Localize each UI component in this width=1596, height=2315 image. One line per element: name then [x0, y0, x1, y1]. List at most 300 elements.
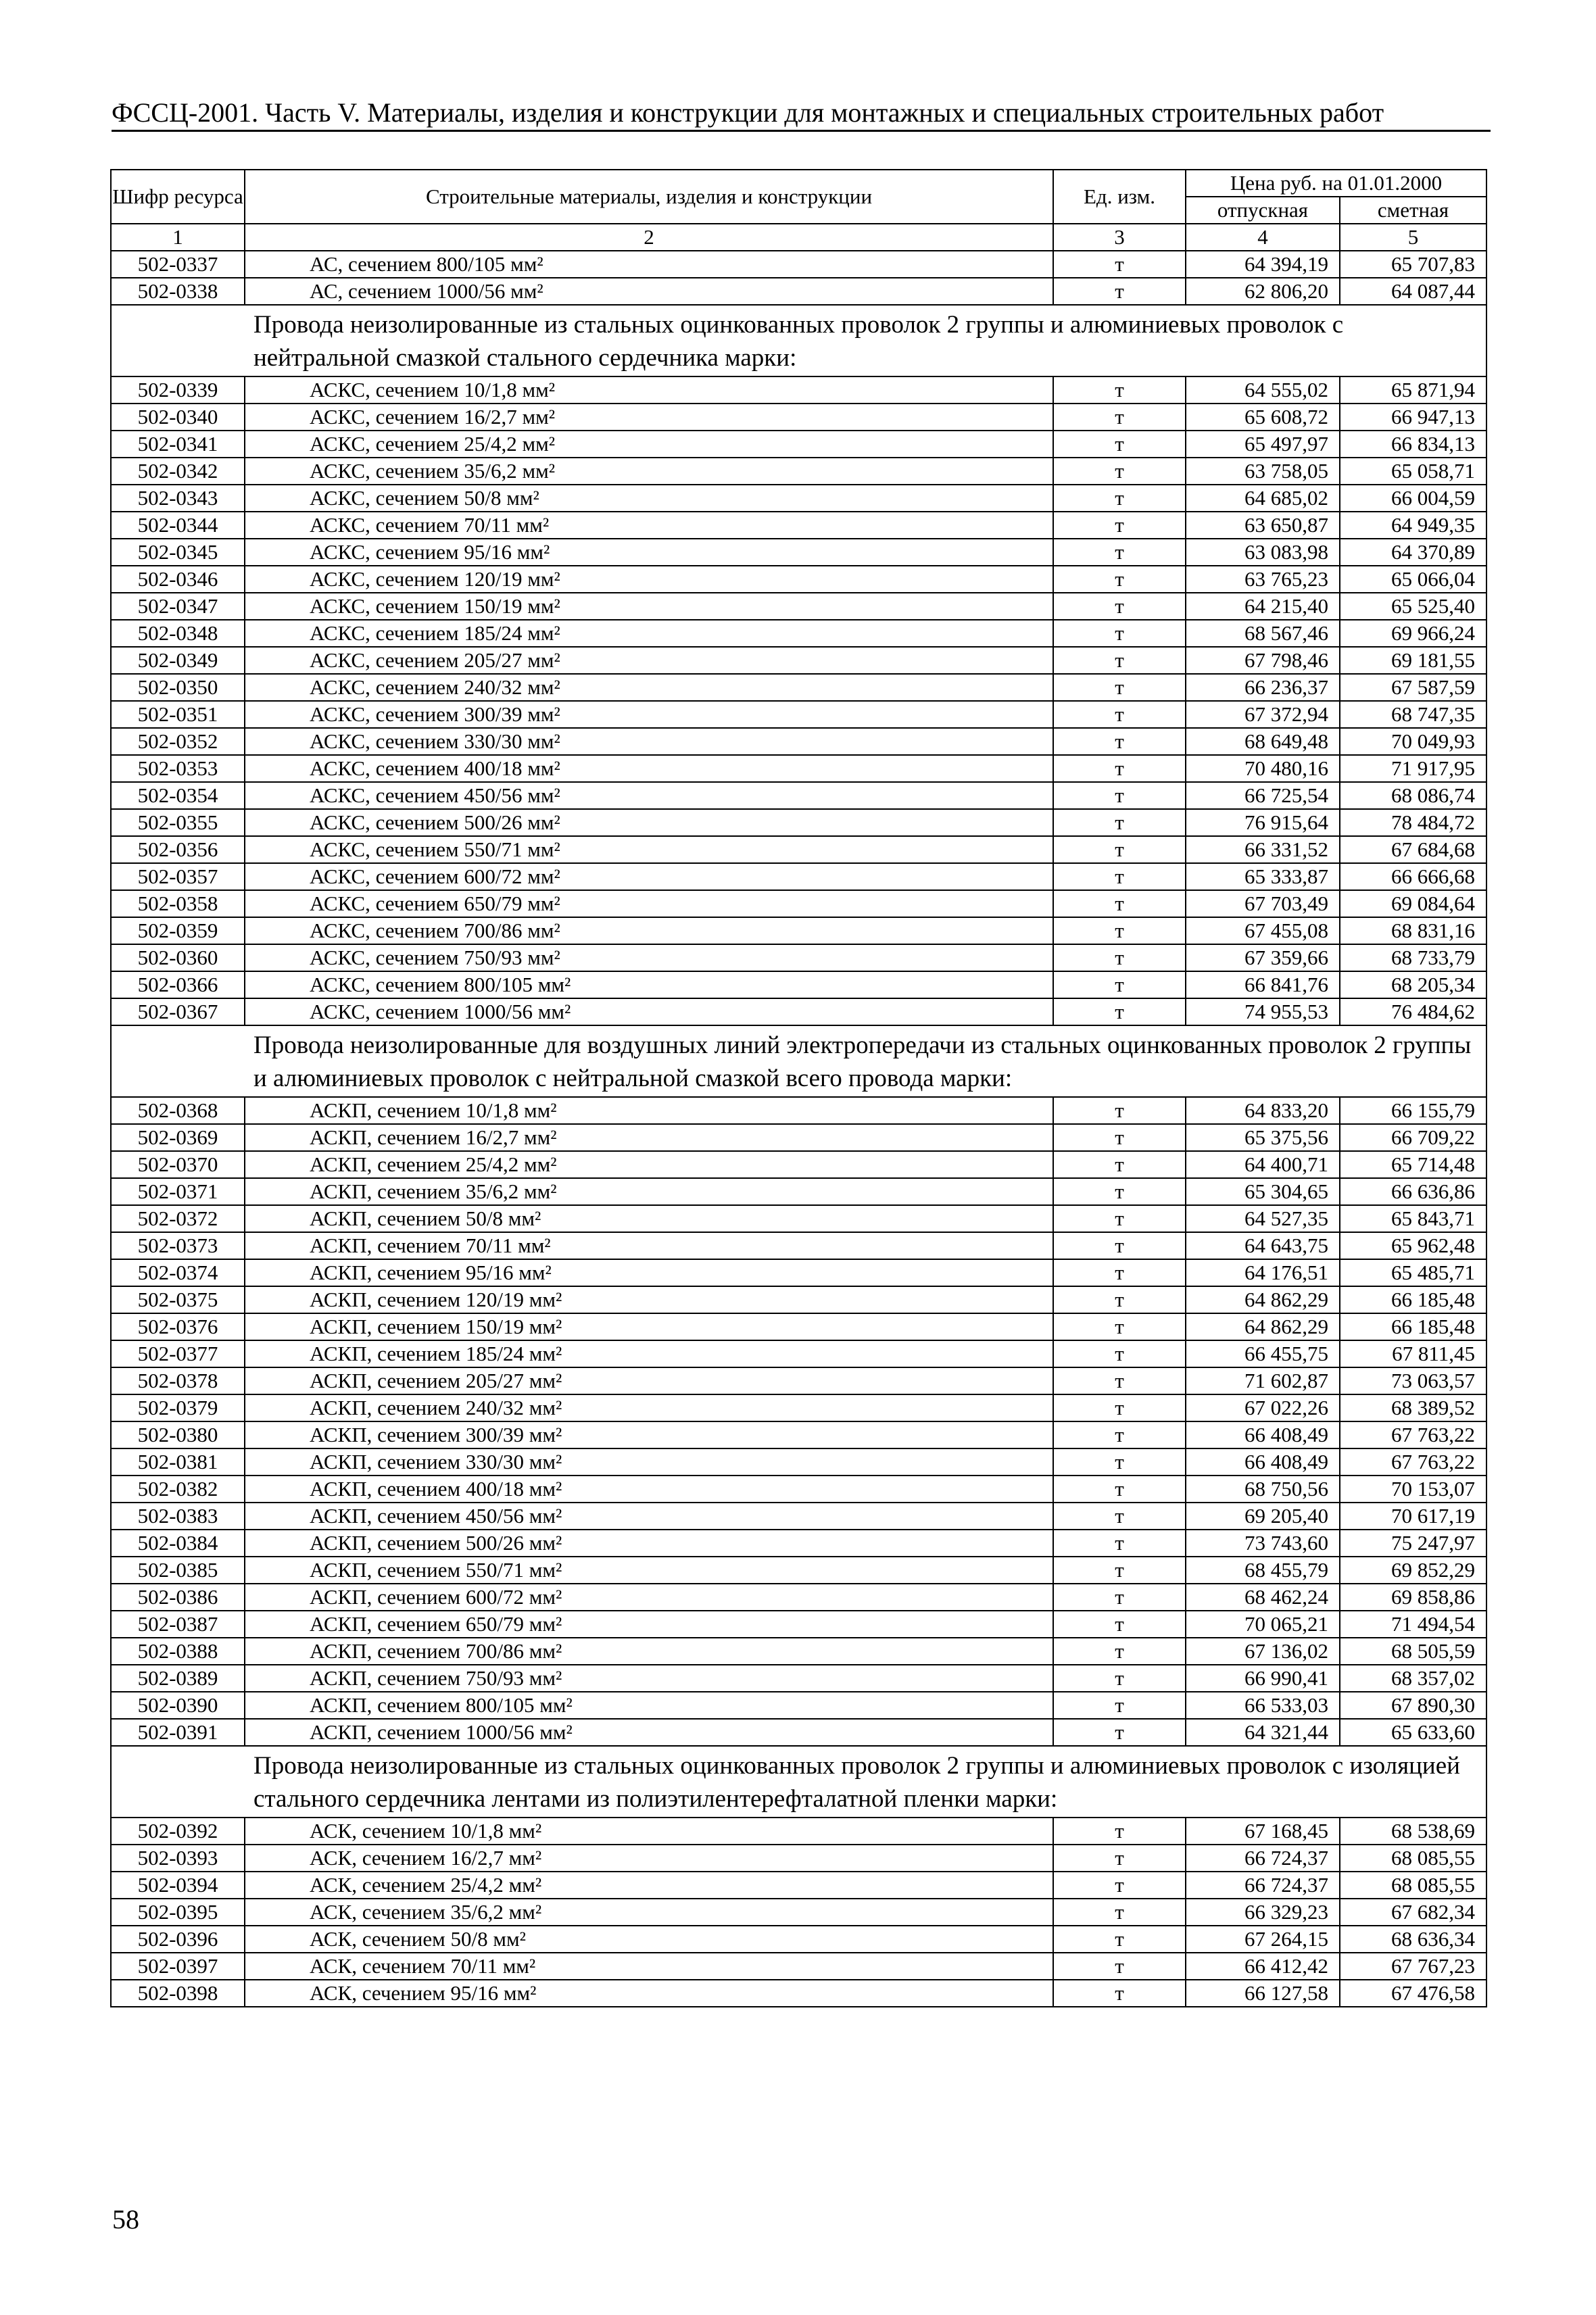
estimate-price: 65 525,40	[1340, 593, 1486, 620]
estimate-price: 69 966,24	[1340, 620, 1486, 647]
resource-code: 502-0375	[111, 1286, 245, 1313]
release-price: 66 724,37	[1186, 1872, 1340, 1899]
unit: т	[1053, 539, 1186, 566]
material-name: АСК, сечением 10/1,8 мм²	[245, 1818, 1053, 1845]
material-name: АСКС, сечением 1000/56 мм²	[245, 998, 1053, 1025]
material-name: АСКП, сечением 25/4,2 мм²	[245, 1151, 1053, 1178]
resource-code: 502-0351	[111, 701, 245, 728]
resource-code: 502-0385	[111, 1557, 245, 1584]
table-row	[111, 782, 1486, 809]
estimate-price: 66 004,59	[1340, 485, 1486, 512]
unit: т	[1053, 890, 1186, 917]
page-number: 58	[112, 2204, 139, 2235]
estimate-price: 67 890,30	[1340, 1692, 1486, 1719]
release-price: 64 685,02	[1186, 485, 1340, 512]
unit: т	[1053, 1340, 1186, 1367]
material-name: АСКП, сечением 330/30 мм²	[245, 1448, 1053, 1476]
estimate-price: 65 843,71	[1340, 1205, 1486, 1232]
material-name: АСКП, сечением 35/6,2 мм²	[245, 1178, 1053, 1205]
material-name: АСКС, сечением 35/6,2 мм²	[245, 458, 1053, 485]
unit: т	[1053, 1205, 1186, 1232]
estimate-price: 68 085,55	[1340, 1872, 1486, 1899]
unit: т	[1053, 1665, 1186, 1692]
release-price: 76 915,64	[1186, 809, 1340, 836]
column-number-row	[111, 224, 1486, 251]
material-name: АСКС, сечением 700/86 мм²	[245, 917, 1053, 944]
material-name: АСКП, сечением 185/24 мм²	[245, 1340, 1053, 1367]
header-code: Шифр ресурса	[111, 170, 245, 224]
unit: т	[1053, 566, 1186, 593]
unit: т	[1053, 998, 1186, 1025]
table-row	[111, 1584, 1486, 1611]
resource-code: 502-0342	[111, 458, 245, 485]
resource-code: 502-0357	[111, 863, 245, 890]
unit: т	[1053, 782, 1186, 809]
resource-code: 502-0380	[111, 1421, 245, 1448]
table-row	[111, 1665, 1486, 1692]
material-name: АСКП, сечением 700/86 мм²	[245, 1638, 1053, 1665]
estimate-price: 69 084,64	[1340, 890, 1486, 917]
release-price: 66 724,37	[1186, 1845, 1340, 1872]
material-name: АСКП, сечением 500/26 мм²	[245, 1530, 1053, 1557]
material-name: АС, сечением 1000/56 мм²	[245, 278, 1053, 305]
estimate-price: 67 767,23	[1340, 1953, 1486, 1980]
release-price: 63 758,05	[1186, 458, 1340, 485]
table-row	[111, 728, 1486, 755]
table-row	[111, 836, 1486, 863]
material-name: АСКС, сечением 205/27 мм²	[245, 647, 1053, 674]
resource-code: 502-0394	[111, 1872, 245, 1899]
unit: т	[1053, 1719, 1186, 1746]
material-name: АСКП, сечением 1000/56 мм²	[245, 1719, 1053, 1746]
material-name: АСК, сечением 50/8 мм²	[245, 1926, 1053, 1953]
unit: т	[1053, 1980, 1186, 2007]
resource-code: 502-0350	[111, 674, 245, 701]
material-name: АСКС, сечением 750/93 мм²	[245, 944, 1053, 971]
release-price: 66 236,37	[1186, 674, 1340, 701]
table-row	[111, 701, 1486, 728]
table-row	[111, 1205, 1486, 1232]
release-price: 64 527,35	[1186, 1205, 1340, 1232]
table-row	[111, 1259, 1486, 1286]
unit: т	[1053, 917, 1186, 944]
estimate-price: 65 066,04	[1340, 566, 1486, 593]
material-name: АСКП, сечением 550/71 мм²	[245, 1557, 1053, 1584]
release-price: 67 798,46	[1186, 647, 1340, 674]
resource-code: 502-0379	[111, 1394, 245, 1421]
estimate-price: 69 181,55	[1340, 647, 1486, 674]
material-name: АСКП, сечением 205/27 мм²	[245, 1367, 1053, 1394]
unit: т	[1053, 971, 1186, 998]
resource-code: 502-0340	[111, 404, 245, 431]
header-price: Цена руб. на 01.01.2000	[1186, 170, 1486, 197]
table-row	[111, 755, 1486, 782]
table-row	[111, 674, 1486, 701]
material-name: АСКС, сечением 800/105 мм²	[245, 971, 1053, 998]
estimate-price: 67 682,34	[1340, 1899, 1486, 1926]
table-row	[111, 1980, 1486, 2007]
release-price: 65 333,87	[1186, 863, 1340, 890]
release-price: 67 372,94	[1186, 701, 1340, 728]
unit: т	[1053, 512, 1186, 539]
table-row	[111, 485, 1486, 512]
column-number: 1	[111, 224, 245, 251]
release-price: 66 408,49	[1186, 1421, 1340, 1448]
resource-code: 502-0348	[111, 620, 245, 647]
resource-code: 502-0396	[111, 1926, 245, 1953]
resource-code: 502-0355	[111, 809, 245, 836]
table-row	[111, 620, 1486, 647]
resource-code: 502-0356	[111, 836, 245, 863]
table-row	[111, 376, 1486, 404]
material-name: АСКП, сечением 300/39 мм²	[245, 1421, 1053, 1448]
release-price: 67 264,15	[1186, 1926, 1340, 1953]
unit: т	[1053, 251, 1186, 278]
header-estimate-price: сметная	[1340, 197, 1486, 224]
estimate-price: 71 494,54	[1340, 1611, 1486, 1638]
header-release-price: отпускная	[1186, 197, 1340, 224]
resource-code: 502-0390	[111, 1692, 245, 1719]
estimate-price: 65 485,71	[1340, 1259, 1486, 1286]
release-price: 71 602,87	[1186, 1367, 1340, 1394]
header-name: Строительные материалы, изделия и конструкции	[245, 170, 1053, 224]
release-price: 66 841,76	[1186, 971, 1340, 998]
resource-code: 502-0387	[111, 1611, 245, 1638]
material-name: АСКП, сечением 400/18 мм²	[245, 1476, 1053, 1503]
resource-code: 502-0381	[111, 1448, 245, 1476]
resource-code: 502-0383	[111, 1503, 245, 1530]
unit: т	[1053, 755, 1186, 782]
estimate-price: 71 917,95	[1340, 755, 1486, 782]
unit: т	[1053, 1818, 1186, 1845]
material-name: АСКС, сечением 120/19 мм²	[245, 566, 1053, 593]
unit: т	[1053, 1953, 1186, 1980]
release-price: 67 022,26	[1186, 1394, 1340, 1421]
table-row	[111, 593, 1486, 620]
unit: т	[1053, 431, 1186, 458]
estimate-price: 75 247,97	[1340, 1530, 1486, 1557]
release-price: 68 455,79	[1186, 1557, 1340, 1584]
release-price: 66 533,03	[1186, 1692, 1340, 1719]
material-name: АСКП, сечением 120/19 мм²	[245, 1286, 1053, 1313]
unit: т	[1053, 278, 1186, 305]
estimate-price: 73 063,57	[1340, 1367, 1486, 1394]
release-price: 68 750,56	[1186, 1476, 1340, 1503]
table-row	[111, 1394, 1486, 1421]
unit: т	[1053, 836, 1186, 863]
release-price: 65 608,72	[1186, 404, 1340, 431]
release-price: 66 127,58	[1186, 1980, 1340, 2007]
column-number: 4	[1186, 224, 1340, 251]
material-name: АСКС, сечением 550/71 мм²	[245, 836, 1053, 863]
unit: т	[1053, 404, 1186, 431]
table-row	[111, 1530, 1486, 1557]
resource-code: 502-0370	[111, 1151, 245, 1178]
section-title: Провода неизолированные из стальных оцинкованных проволок 2 группы и алюминиевых проволок с изоляцией стального сердечника лентами из полиэтилентерефталатной пленки марки:	[111, 1746, 1486, 1818]
material-name: АС, сечением 800/105 мм²	[245, 251, 1053, 278]
unit: т	[1053, 701, 1186, 728]
material-name: АСКС, сечением 16/2,7 мм²	[245, 404, 1053, 431]
material-name: АСКС, сечением 50/8 мм²	[245, 485, 1053, 512]
column-number: 3	[1053, 224, 1186, 251]
estimate-price: 70 617,19	[1340, 1503, 1486, 1530]
table-row	[111, 512, 1486, 539]
unit: т	[1053, 593, 1186, 620]
table-row	[111, 1953, 1486, 1980]
resource-code: 502-0395	[111, 1899, 245, 1926]
material-name: АСКП, сечением 150/19 мм²	[245, 1313, 1053, 1340]
material-name: АСКП, сечением 600/72 мм²	[245, 1584, 1053, 1611]
estimate-price: 67 587,59	[1340, 674, 1486, 701]
table-row	[111, 566, 1486, 593]
material-name: АСКС, сечением 450/56 мм²	[245, 782, 1053, 809]
table-row	[111, 1557, 1486, 1584]
material-name: АСК, сечением 16/2,7 мм²	[245, 1845, 1053, 1872]
release-price: 66 725,54	[1186, 782, 1340, 809]
estimate-price: 69 852,29	[1340, 1557, 1486, 1584]
resource-code: 502-0347	[111, 593, 245, 620]
estimate-price: 66 636,86	[1340, 1178, 1486, 1205]
table-row	[111, 1367, 1486, 1394]
unit: т	[1053, 1584, 1186, 1611]
resource-code: 502-0345	[111, 539, 245, 566]
estimate-price: 65 058,71	[1340, 458, 1486, 485]
estimate-price: 68 733,79	[1340, 944, 1486, 971]
material-name: АСКП, сечением 240/32 мм²	[245, 1394, 1053, 1421]
resource-code: 502-0359	[111, 917, 245, 944]
estimate-price: 68 831,16	[1340, 917, 1486, 944]
table-row	[111, 1692, 1486, 1719]
estimate-price: 65 633,60	[1340, 1719, 1486, 1746]
unit: т	[1053, 1286, 1186, 1313]
resource-code: 502-0353	[111, 755, 245, 782]
release-price: 66 329,23	[1186, 1899, 1340, 1926]
unit: т	[1053, 1557, 1186, 1584]
release-price: 73 743,60	[1186, 1530, 1340, 1557]
unit: т	[1053, 1692, 1186, 1719]
estimate-price: 64 087,44	[1340, 278, 1486, 305]
release-price: 63 765,23	[1186, 566, 1340, 593]
material-name: АСКС, сечением 10/1,8 мм²	[245, 376, 1053, 404]
resource-code: 502-0367	[111, 998, 245, 1025]
table-row	[111, 1638, 1486, 1665]
table-row	[111, 1232, 1486, 1259]
table-row	[111, 809, 1486, 836]
material-name: АСКС, сечением 650/79 мм²	[245, 890, 1053, 917]
table-row	[111, 1476, 1486, 1503]
table-row	[111, 1340, 1486, 1367]
table-row	[111, 431, 1486, 458]
release-price: 64 555,02	[1186, 376, 1340, 404]
release-price: 63 650,87	[1186, 512, 1340, 539]
release-price: 70 065,21	[1186, 1611, 1340, 1638]
release-price: 68 649,48	[1186, 728, 1340, 755]
resource-code: 502-0389	[111, 1665, 245, 1692]
resource-code: 502-0382	[111, 1476, 245, 1503]
table-row	[111, 1872, 1486, 1899]
table-row	[111, 1503, 1486, 1530]
table-row	[111, 890, 1486, 917]
resource-code: 502-0343	[111, 485, 245, 512]
estimate-price: 66 947,13	[1340, 404, 1486, 431]
unit: т	[1053, 944, 1186, 971]
table-row	[111, 458, 1486, 485]
estimate-price: 66 834,13	[1340, 431, 1486, 458]
resource-code: 502-0371	[111, 1178, 245, 1205]
resource-code: 502-0397	[111, 1953, 245, 1980]
header-unit: Ед. изм.	[1053, 170, 1186, 224]
release-price: 64 321,44	[1186, 1719, 1340, 1746]
material-name: АСКС, сечением 95/16 мм²	[245, 539, 1053, 566]
material-name: АСКС, сечением 300/39 мм²	[245, 701, 1053, 728]
estimate-price: 65 714,48	[1340, 1151, 1486, 1178]
unit: т	[1053, 1259, 1186, 1286]
column-number: 2	[245, 224, 1053, 251]
release-price: 62 806,20	[1186, 278, 1340, 305]
estimate-price: 68 636,34	[1340, 1926, 1486, 1953]
material-name: АСКС, сечением 600/72 мм²	[245, 863, 1053, 890]
release-price: 66 455,75	[1186, 1340, 1340, 1367]
table-row	[111, 1313, 1486, 1340]
material-name: АСКС, сечением 240/32 мм²	[245, 674, 1053, 701]
release-price: 68 462,24	[1186, 1584, 1340, 1611]
material-name: АСКС, сечением 330/30 мм²	[245, 728, 1053, 755]
unit: т	[1053, 620, 1186, 647]
estimate-price: 68 357,02	[1340, 1665, 1486, 1692]
release-price: 67 359,66	[1186, 944, 1340, 971]
material-name: АСКС, сечением 25/4,2 мм²	[245, 431, 1053, 458]
resource-code: 502-0386	[111, 1584, 245, 1611]
release-price: 64 862,29	[1186, 1286, 1340, 1313]
estimate-price: 67 763,22	[1340, 1421, 1486, 1448]
table-row	[111, 251, 1486, 278]
material-name: АСКС, сечением 150/19 мм²	[245, 593, 1053, 620]
material-name: АСКП, сечением 16/2,7 мм²	[245, 1124, 1053, 1151]
unit: т	[1053, 1926, 1186, 1953]
unit: т	[1053, 1097, 1186, 1124]
material-name: АСКС, сечением 70/11 мм²	[245, 512, 1053, 539]
section-row	[111, 1746, 1486, 1818]
estimate-price: 68 538,69	[1340, 1818, 1486, 1845]
resource-code: 502-0349	[111, 647, 245, 674]
release-price: 67 136,02	[1186, 1638, 1340, 1665]
estimate-price: 67 763,22	[1340, 1448, 1486, 1476]
resource-code: 502-0369	[111, 1124, 245, 1151]
unit: т	[1053, 1530, 1186, 1557]
unit: т	[1053, 1638, 1186, 1665]
unit: т	[1053, 728, 1186, 755]
table-row	[111, 1124, 1486, 1151]
resource-code: 502-0388	[111, 1638, 245, 1665]
unit: т	[1053, 809, 1186, 836]
material-name: АСКП, сечением 70/11 мм²	[245, 1232, 1053, 1259]
estimate-price: 69 858,86	[1340, 1584, 1486, 1611]
material-name: АСКП, сечением 450/56 мм²	[245, 1503, 1053, 1530]
estimate-price: 66 709,22	[1340, 1124, 1486, 1151]
page-header: ФССЦ-2001. Часть V. Материалы, изделия и конструкции для монтажных и специальных строительных работ	[112, 96, 1491, 132]
resource-code: 502-0341	[111, 431, 245, 458]
release-price: 65 497,97	[1186, 431, 1340, 458]
table-row	[111, 1178, 1486, 1205]
release-price: 70 480,16	[1186, 755, 1340, 782]
table-row	[111, 1448, 1486, 1476]
unit: т	[1053, 1845, 1186, 1872]
release-price: 65 304,65	[1186, 1178, 1340, 1205]
table-row	[111, 647, 1486, 674]
table-row	[111, 278, 1486, 305]
estimate-price: 67 811,45	[1340, 1340, 1486, 1367]
resource-code: 502-0376	[111, 1313, 245, 1340]
release-price: 64 215,40	[1186, 593, 1340, 620]
estimate-price: 67 476,58	[1340, 1980, 1486, 2007]
resource-code: 502-0378	[111, 1367, 245, 1394]
material-name: АСКС, сечением 185/24 мм²	[245, 620, 1053, 647]
estimate-price: 65 871,94	[1340, 376, 1486, 404]
estimate-price: 78 484,72	[1340, 809, 1486, 836]
resource-code: 502-0344	[111, 512, 245, 539]
table-row	[111, 971, 1486, 998]
release-price: 64 400,71	[1186, 1151, 1340, 1178]
estimate-price: 68 085,55	[1340, 1845, 1486, 1872]
unit: т	[1053, 1232, 1186, 1259]
estimate-price: 64 949,35	[1340, 512, 1486, 539]
unit: т	[1053, 1448, 1186, 1476]
resource-code: 502-0337	[111, 251, 245, 278]
resource-code: 502-0366	[111, 971, 245, 998]
material-name: АСКП, сечением 10/1,8 мм²	[245, 1097, 1053, 1124]
resource-code: 502-0393	[111, 1845, 245, 1872]
resource-code: 502-0346	[111, 566, 245, 593]
release-price: 66 990,41	[1186, 1665, 1340, 1692]
resource-code: 502-0392	[111, 1818, 245, 1845]
resource-code: 502-0360	[111, 944, 245, 971]
release-price: 64 643,75	[1186, 1232, 1340, 1259]
estimate-price: 70 049,93	[1340, 728, 1486, 755]
estimate-price: 76 484,62	[1340, 998, 1486, 1025]
release-price: 64 394,19	[1186, 251, 1340, 278]
table-row	[111, 1421, 1486, 1448]
table-row	[111, 1611, 1486, 1638]
estimate-price: 66 185,48	[1340, 1286, 1486, 1313]
unit: т	[1053, 1151, 1186, 1178]
unit: т	[1053, 1178, 1186, 1205]
release-price: 68 567,46	[1186, 620, 1340, 647]
material-name: АСКС, сечением 400/18 мм²	[245, 755, 1053, 782]
table-row	[111, 539, 1486, 566]
estimate-price: 68 205,34	[1340, 971, 1486, 998]
table-header-row	[111, 170, 1486, 197]
estimate-price: 66 666,68	[1340, 863, 1486, 890]
unit: т	[1053, 1503, 1186, 1530]
unit: т	[1053, 1313, 1186, 1340]
resource-code: 502-0373	[111, 1232, 245, 1259]
estimate-price: 64 370,89	[1340, 539, 1486, 566]
resource-code: 502-0368	[111, 1097, 245, 1124]
resource-code: 502-0398	[111, 1980, 245, 2007]
table-row	[111, 863, 1486, 890]
resource-code: 502-0377	[111, 1340, 245, 1367]
table-row	[111, 404, 1486, 431]
resource-code: 502-0339	[111, 376, 245, 404]
release-price: 64 862,29	[1186, 1313, 1340, 1340]
resource-code: 502-0374	[111, 1259, 245, 1286]
table-row	[111, 1097, 1486, 1124]
resource-code: 502-0358	[111, 890, 245, 917]
material-name: АСК, сечением 70/11 мм²	[245, 1953, 1053, 1980]
resource-code: 502-0338	[111, 278, 245, 305]
section-title: Провода неизолированные для воздушных линий электропередачи из стальных оцинкованных проволок 2 группы и алюминиевых проволок с нейтральной смазкой всего провода марки:	[111, 1025, 1486, 1097]
estimate-price: 66 185,48	[1340, 1313, 1486, 1340]
